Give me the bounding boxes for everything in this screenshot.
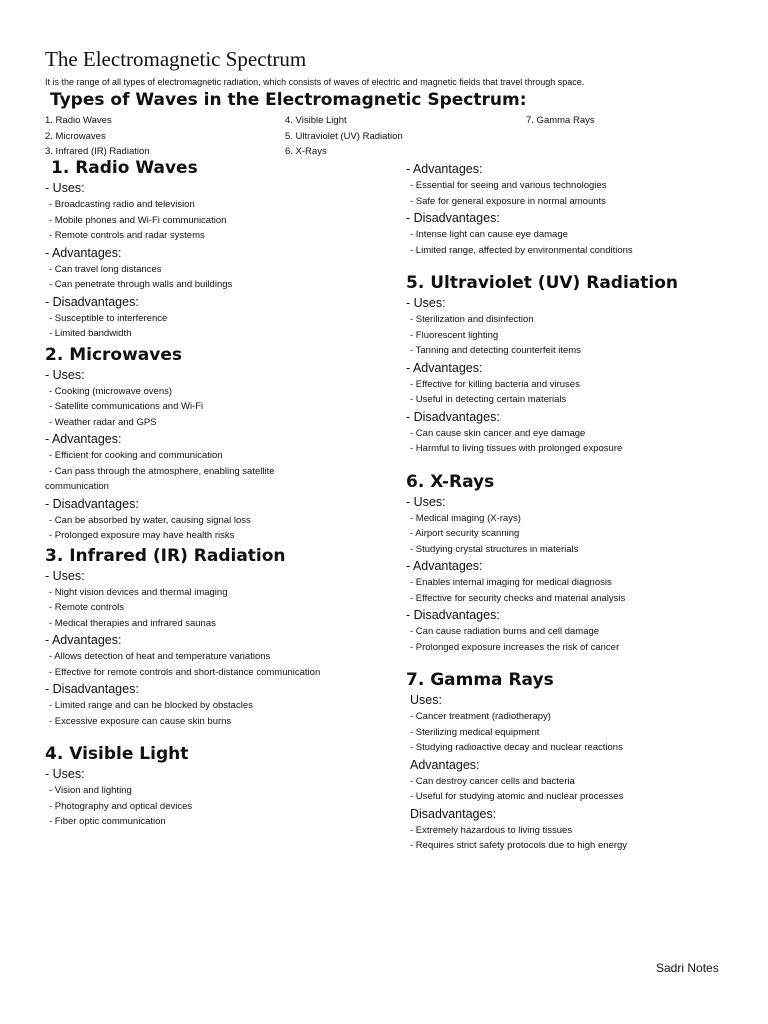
list-item: - Allows detection of heat and temperature variations	[49, 651, 271, 662]
list-item: - Requires strict safety protocols due to high energy	[410, 840, 628, 851]
types-list-item: 1. Radio Waves	[45, 115, 112, 126]
list-item: - Harmful to living tissues with prolonged exposure	[410, 443, 623, 454]
left-column	[45, 157, 395, 830]
list-item: - Effective for remote controls and short-distance communication	[49, 666, 321, 678]
disadvantages-label: - Disadvantages:	[406, 608, 500, 622]
list-item: - Can travel long distances	[49, 263, 162, 275]
section-title-infrared: 3. Infrared (IR) Radiation	[45, 545, 286, 566]
section-title-ultraviolet: 5. Ultraviolet (UV) Radiation	[406, 273, 678, 293]
types-list-item: 3. Infrared (IR) Radiation	[45, 146, 150, 157]
list-item: - Effective for killing bacteria and viruses	[410, 378, 580, 390]
list-item: - Photography and optical devices	[49, 800, 193, 812]
disadvantages-label: - Disadvantages:	[45, 682, 139, 696]
list-item: - Broadcasting radio and television	[49, 199, 195, 210]
uses-label: - Uses:	[45, 181, 85, 195]
right-column	[406, 160, 756, 854]
types-list-col2	[285, 113, 403, 160]
advantages-label: - Advantages:	[406, 162, 483, 176]
advantages-label: - Advantages:	[45, 633, 122, 647]
list-item: - Limited range, affected by environmental conditions	[410, 244, 633, 256]
list-item: - Can cause radiation burns and cell damage	[410, 626, 600, 637]
list-item: - Studying crystal structures in materials	[410, 543, 579, 555]
list-item: - Excessive exposure can cause skin burns	[49, 715, 232, 727]
footer-author: Sadri Notes	[656, 961, 719, 975]
section-radio-waves	[51, 157, 395, 179]
list-item: - Satellite communications and Wi-Fi	[49, 401, 204, 412]
uses-label: - Uses:	[45, 367, 85, 382]
uses-label: - Uses:	[45, 568, 85, 583]
uses-label: - Uses:	[45, 767, 85, 781]
types-list-item: 5. Ultraviolet (UV) Radiation	[285, 130, 403, 142]
list-item: - Medical therapies and infrared saunas	[49, 617, 216, 629]
list-item: - Can be absorbed by water, causing signal loss	[49, 514, 251, 526]
list-item: - Remote controls	[49, 602, 124, 613]
intro-text: It is the range of all types of electromagnetic radiation, which consists of waves of electric and magnetic fields that travel through space.	[45, 77, 585, 87]
disadvantages-label: Disadvantages:	[410, 806, 497, 821]
list-item: - Fluorescent lighting	[410, 329, 499, 341]
list-item: communication	[45, 481, 109, 492]
list-item: - Sterilizing medical equipment	[410, 726, 540, 738]
section-title-microwaves: 2. Microwaves	[45, 344, 182, 365]
list-item: - Studying radioactive decay and nuclear reactions	[410, 742, 623, 753]
disadvantages-label: - Disadvantages:	[406, 211, 500, 225]
list-item: - Airport security scanning	[410, 528, 520, 539]
list-item: - Fiber optic communication	[49, 816, 166, 827]
list-item: - Enables internal imaging for medical diagnosis	[410, 577, 612, 588]
list-item: - Cooking (microwave ovens)	[49, 385, 173, 397]
list-item: - Prolonged exposure increases the risk of cancer	[410, 641, 620, 653]
types-list-item: 6. X-Rays	[285, 146, 327, 157]
list-item: - Limited bandwidth	[49, 328, 132, 339]
disadvantages-label: - Disadvantages:	[45, 496, 139, 511]
types-list-item: 4. Visible Light	[285, 115, 347, 126]
list-item: - Can cause skin cancer and eye damage	[410, 427, 586, 439]
list-item: - Essential for seeing and various technologies	[410, 180, 607, 191]
list-item: - Can destroy cancer cells and bacteria	[410, 775, 575, 787]
list-item: - Tanning and detecting counterfeit items	[410, 345, 581, 356]
list-item: - Susceptible to interference	[49, 312, 168, 324]
advantages-label: - Advantages:	[45, 432, 122, 446]
section-title-x-rays: 6. X-Rays	[406, 471, 495, 492]
list-item: - Cancer treatment (radiotherapy)	[410, 711, 551, 722]
list-item: - Intense light can cause eye damage	[410, 229, 568, 240]
advantages-label: Advantages:	[410, 757, 480, 772]
list-item: - Medical imaging (X-rays)	[410, 512, 521, 524]
list-item: - Night vision devices and thermal imaging	[49, 586, 228, 598]
list-item: - Efficient for cooking and communication	[49, 450, 223, 461]
list-item: - Remote controls and radar systems	[49, 230, 205, 241]
types-list-col1	[45, 113, 150, 160]
disadvantages-label: - Disadvantages:	[45, 294, 139, 309]
list-item: - Useful in detecting certain materials	[410, 394, 567, 405]
section-title: 1. Radio Waves	[51, 158, 198, 178]
list-item: - Sterilization and disinfection	[410, 314, 534, 325]
list-item: - Mobile phones and Wi-Fi communication	[49, 214, 227, 226]
list-item: - Prolonged exposure may have health risks	[49, 530, 235, 541]
list-item: - Weather radar and GPS	[49, 416, 157, 428]
advantages-label: - Advantages:	[45, 245, 122, 260]
types-list-item: 7. Gamma Rays	[526, 115, 595, 126]
page-title: The Electromagnetic Spectrum	[45, 47, 307, 71]
list-item: - Effective for security checks and material analysis	[410, 592, 626, 604]
list-item: - Vision and lighting	[49, 785, 132, 796]
section-title-gamma-rays: 7. Gamma Rays	[406, 670, 554, 690]
uses-label: Uses:	[410, 693, 442, 707]
list-item: - Limited range and can be blocked by obstacles	[49, 700, 253, 711]
types-list-item: 2. Microwaves	[45, 130, 106, 142]
uses-label: - Uses:	[406, 494, 446, 509]
advantages-label: - Advantages:	[406, 559, 483, 573]
disadvantages-label: - Disadvantages:	[406, 409, 500, 424]
list-item: - Can pass through the atmosphere, enabling satellite	[49, 465, 275, 477]
uses-label: - Uses:	[406, 296, 446, 310]
advantages-label: - Advantages:	[406, 360, 483, 375]
section-title-visible-light: 4. Visible Light	[45, 744, 189, 764]
list-item: - Can penetrate through walls and buildings	[49, 279, 233, 290]
list-item: - Useful for studying atomic and nuclear processes	[410, 791, 624, 802]
types-list-col3	[526, 113, 595, 129]
list-item: - Safe for general exposure in normal amounts	[410, 195, 606, 207]
list-item: - Extremely hazardous to living tissues	[410, 824, 573, 836]
types-heading: Types of Waves in the Electromagnetic Spectrum:	[50, 90, 527, 110]
